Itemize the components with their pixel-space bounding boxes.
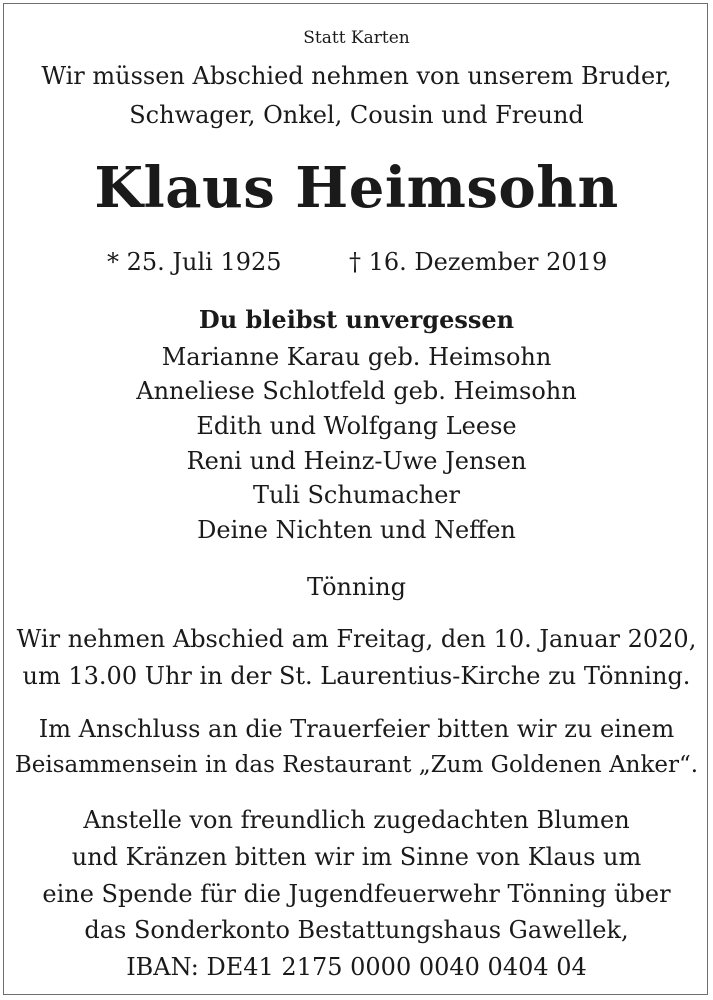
reception-line-1: Im Anschluss an die Trauerfeier bitten wir zu einem — [38, 715, 675, 743]
intro-line-1: Wir müssen Abschied nehmen von unserem Bruder, — [41, 62, 672, 90]
mourner-name: Reni und Heinz-Uwe Jensen — [186, 447, 527, 475]
death-date: † 16. Dezember 2019 — [349, 248, 608, 276]
mourner-name: Edith und Wolfgang Leese — [196, 412, 517, 440]
mourner-name: Deine Nichten und Neffen — [197, 516, 516, 544]
funeral-line-2: um 13.00 Uhr in der St. Laurentius-Kirche zu Tönning. — [22, 662, 691, 690]
mourners-heading: Du bleibst unvergessen — [198, 305, 515, 334]
donation-line-2: und Kränzen bitten wir im Sinne von Klaus um — [71, 843, 642, 871]
funeral-line-1: Wir nehmen Abschied am Freitag, den 10. Januar 2020, — [16, 625, 697, 653]
place-name: Tönning — [307, 573, 406, 601]
mourner-name: Anneliese Schlotfeld geb. Heimsohn — [136, 377, 577, 405]
statt-karten-label: Statt Karten — [303, 28, 410, 48]
donation-line-1: Anstelle von freundlich zugedachten Blumen — [83, 806, 630, 834]
reception-line-2: Beisammensein in das Restaurant „Zum Goldenen Anker“. — [14, 752, 699, 778]
birth-date: * 25. Juli 1925 — [107, 248, 282, 276]
iban-line: IBAN: DE41 2175 0000 0040 0404 04 — [126, 953, 587, 981]
deceased-name: Klaus Heimsohn — [94, 155, 619, 221]
mourner-name: Marianne Karau geb. Heimsohn — [161, 343, 552, 371]
donation-line-4: das Sonderkonto Bestattungshaus Gawellek, — [84, 916, 629, 944]
donation-line-3: eine Spende für die Jugendfeuerwehr Tönning über — [42, 880, 671, 908]
intro-line-2: Schwager, Onkel, Cousin und Freund — [129, 101, 584, 129]
mourner-name: Tuli Schumacher — [253, 481, 460, 509]
